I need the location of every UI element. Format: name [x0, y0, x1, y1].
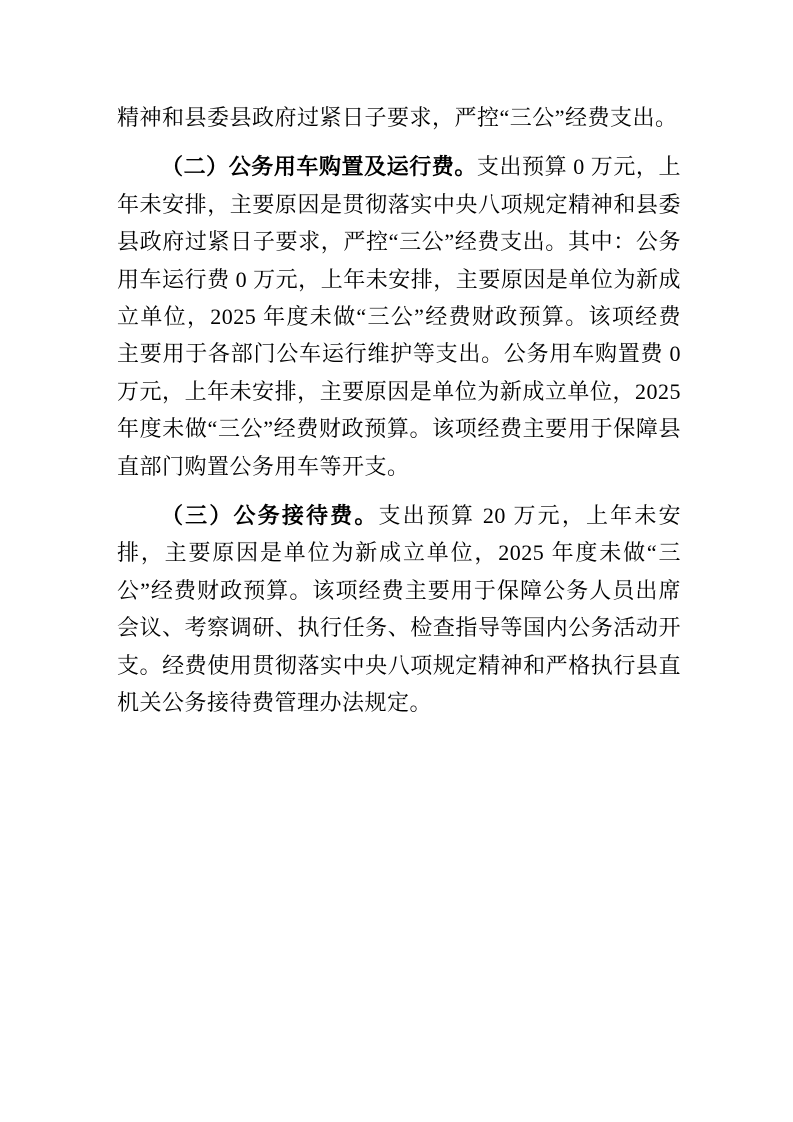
section-heading-reception-expense: （三）公务接待费。: [161, 503, 379, 529]
section-heading-vehicle-expense: （二）公务用车购置及运行费。: [161, 154, 477, 180]
paragraph-continuation: 精神和县委县政府过紧日子要求，严控“三公”经费支出。: [117, 105, 678, 130]
paragraph-section-vehicle-expense: [117, 148, 681, 485]
section-body-vehicle-expense: 支出预算 0 万元，上年未安排，主要原因是贯彻落实中央八项规定精神和县委县政府过紧日子要求，严控“三公”经费支出。其中：公务用车运行费 0 万元，上年未安排，主要原因是单位为新成立单位，2025 年度未做“三公”经费财政预算。该项经费主要用于各部门公车运行维护等支出。公务用车购置费 0 万元，上年未安排，主要原因是单位为新成立单位，2025 年度未做“三公”经费财政预算。该项经费主要用于保障县直部门购置公务用车等开支。: [117, 154, 681, 479]
document-content: [117, 99, 681, 722]
paragraph-section-reception-expense: [117, 497, 681, 721]
section-body-reception-expense: 支出预算 20 万元，上年未安排，主要原因是单位为新成立单位，2025 年度未做“三公”经费财政预算。该项经费主要用于保障公务人员出席会议、考察调研、执行任务、检查指导等国内公务活动开支。经费使用贯彻落实中央八项规定精神和严格执行县直机关公务接待费管理办法规定。: [117, 503, 681, 716]
